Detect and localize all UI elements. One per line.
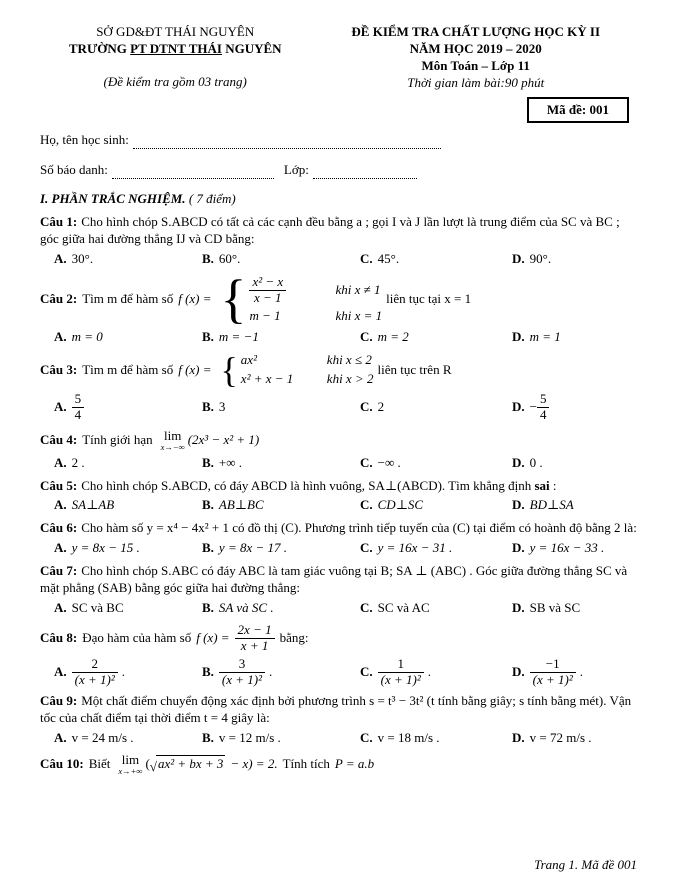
question-label: Câu 5:: [40, 477, 78, 493]
option-c: C. m = 2: [360, 328, 409, 344]
function-notation: f (x) =: [178, 291, 212, 307]
branch-value: m − 1: [249, 307, 281, 323]
page-footer: Trang 1. Mã đề 001: [534, 857, 637, 873]
section-title-main: I. PHẦN TRẮC NGHIỆM.: [40, 191, 186, 207]
fraction: $\frac{-1}{\text{(x + 1)²}}$: [530, 657, 576, 688]
question-2: [40, 268, 641, 346]
option-d: D. m = 1: [512, 328, 561, 344]
department-name: SỞ GD&ĐT THÁI NGUYÊN: [96, 24, 255, 39]
question-10-body: [40, 753, 641, 776]
product-expression: P = a.b: [334, 755, 375, 771]
minus-sign: −: [529, 399, 537, 415]
header-right: [310, 24, 641, 123]
question-7-options: [40, 600, 641, 617]
dotted-line: [133, 135, 441, 149]
limit-notation: lim x→−∞: [160, 428, 185, 453]
option-b: B. y = 8x − 17 .: [202, 540, 288, 556]
option-d: D. BD⊥SA: [512, 497, 574, 513]
question-label: Câu 3:: [40, 361, 78, 377]
option-c: C. y = 16x − 31 .: [360, 540, 453, 556]
option-c: C. −∞ .: [360, 454, 401, 470]
question-text: Cho hình chóp S.ABC có đáy ABC là tam giác vuông tại B; SA ⊥ (ABC) . Góc giữa đường thẳng SC và mặt phẳng (SAB) bằng góc giữa hai đường thẳng:: [40, 563, 628, 595]
exam-pages-note: (Đề kiểm tra gồm 03 trang): [103, 73, 247, 89]
condition: khi x = 1: [335, 307, 383, 323]
question-text: Tìm m để hàm số: [82, 361, 174, 377]
limit-expression: (2x³ − x² + 1): [187, 431, 260, 447]
question-6-options: [40, 540, 641, 557]
question-label: Câu 2:: [40, 291, 78, 307]
dotted-line: [112, 165, 274, 179]
option-b: B. $\frac{3}{\text{(x + 1)²}}$ .: [202, 655, 273, 687]
question-text: Đạo hàm của hàm số: [82, 629, 192, 645]
exam-title: ĐỀ KIỂM TRA CHẤT LƯỢNG HỌC KỲ II: [351, 24, 601, 39]
question-1-body: [40, 214, 641, 248]
question-8: [40, 623, 641, 688]
question-label: Câu 4:: [40, 431, 78, 447]
option-d: D. SB và SC: [512, 599, 581, 615]
school-underlined: PT DTNT THÁI: [130, 40, 222, 56]
question-text: Tính giới hạn: [82, 431, 153, 447]
question-label: Câu 10:: [40, 755, 84, 771]
option-a: A. v = 24 m/s .: [54, 730, 134, 746]
student-name-line: [40, 132, 641, 149]
option-a: A. $\frac{5}{4}$: [54, 392, 202, 423]
option-c: C. SC và AC: [360, 599, 430, 615]
option-c: C. 45°.: [360, 250, 400, 266]
student-name-label: Họ, tên học sinh:: [40, 132, 129, 148]
fraction: $\frac{5}{4}$: [537, 392, 550, 423]
question-text-tail: bằng:: [279, 629, 309, 645]
option-b: B. 3: [202, 399, 226, 415]
exam-code-wrap: [310, 97, 641, 124]
option-d: D. − $\frac{5}{4}$: [512, 392, 641, 423]
question-label: Câu 9:: [40, 693, 78, 709]
question-6: [40, 520, 641, 557]
subject-grade: Môn Toán – Lớp 11: [421, 57, 530, 73]
question-9-options: [40, 730, 641, 747]
question-2-body: [40, 268, 641, 329]
option-a: A. y = 8x − 15 .: [54, 540, 140, 556]
open-paren: (: [145, 755, 150, 771]
class-label: Lớp:: [283, 162, 309, 178]
option-d: D. y = 16x − 33 .: [512, 540, 605, 556]
piecewise-function: [220, 268, 383, 329]
fraction: $\frac{\text{x² − x}}{x - 1}$: [249, 275, 286, 306]
option-d: D. v = 72 m/s .: [512, 730, 592, 746]
question-10: [40, 753, 641, 776]
brace-glyph: {: [220, 350, 238, 391]
question-9: [40, 693, 641, 747]
option-a: A. 2 .: [54, 454, 85, 470]
question-text: Một chất điểm chuyển động xác định bởi phương trình s = t³ − 3t² (t tính bằng giây; s tính bằng mét). Vận tốc của chất điểm tại thời điểm t = 4 giây là:: [40, 693, 632, 726]
question-label: Câu 6:: [40, 520, 78, 536]
condition: khi x ≤ 2: [326, 352, 372, 368]
student-id-line: [40, 162, 641, 179]
question-1: [40, 214, 641, 268]
function-notation: f (x) =: [178, 361, 212, 377]
radical-sign: √: [149, 759, 157, 775]
question-text-tail: :: [549, 477, 557, 493]
section-points: ( 7 điểm): [185, 191, 236, 207]
exam-code-box: Mã đề: 001: [527, 97, 629, 124]
question-4-body: [40, 429, 641, 452]
fraction: $\frac{3}{\text{(x + 1)²}}$: [219, 657, 265, 688]
question-text-tail: Tính tích: [282, 755, 330, 771]
question-3: [40, 351, 641, 423]
option-c: C. CD⊥SC: [360, 497, 424, 513]
limit-expression-tail: − x) = 2.: [230, 755, 278, 771]
fraction: $\frac{2x - 1}{x + 1}$: [235, 623, 275, 654]
question-text-tail: liên tục tại x = 1: [386, 291, 472, 307]
question-3-body: [40, 351, 641, 389]
section-title: [40, 191, 641, 208]
question-4: [40, 429, 641, 471]
option-b: B. m = −1: [202, 328, 259, 344]
question-text: Cho hình chóp S.ABCD có tất cả các cạnh đều bằng a ; gọi I và J lần lượt là trung điểm của SC và BC ; góc giữa hai đường thẳng IJ và CD bằng:: [40, 214, 620, 247]
option-b: B. +∞ .: [202, 454, 243, 470]
fraction: $\frac{2}{\text{(x + 1)²}}$: [72, 657, 118, 688]
school-prefix: TRƯỜNG: [68, 40, 131, 56]
option-d: D. 0 .: [512, 454, 543, 470]
question-text-tail: liên tục trên R: [377, 361, 452, 377]
school-year: NĂM HỌC 2019 – 2020: [409, 40, 542, 56]
question-label: Câu 7:: [40, 563, 78, 579]
branch-value: ax²: [240, 352, 257, 368]
option-b: B. v = 12 m/s .: [202, 730, 281, 746]
condition: khi x ≠ 1: [335, 281, 381, 297]
option-b: B. AB⊥BC: [202, 497, 264, 513]
question-6-body: [40, 520, 641, 537]
brace-glyph: {: [220, 268, 247, 329]
option-b: B. 60°.: [202, 250, 241, 266]
student-id-label: Số báo danh:: [40, 162, 108, 178]
option-a: A. SA⊥AB: [54, 497, 115, 513]
school-suffix: NGUYÊN: [221, 40, 282, 56]
question-9-body: [40, 693, 641, 727]
option-d: D. 90°.: [512, 250, 552, 266]
header-left: [40, 24, 310, 123]
piecewise-function: [221, 351, 374, 389]
option-a: A. m = 0: [54, 328, 103, 344]
option-a: A. $\frac{2}{\text{(x + 1)²}}$ .: [54, 655, 125, 687]
condition: khi x > 2: [326, 371, 374, 387]
question-3-options: [40, 392, 641, 423]
option-b: B. SA và SC .: [202, 599, 274, 615]
square-root: √ ax² + bx + 3: [149, 756, 224, 775]
question-5-options: [40, 497, 641, 514]
question-1-options: [40, 251, 641, 268]
question-text: Tìm m để hàm số: [82, 291, 174, 307]
header: [40, 24, 641, 123]
question-4-options: [40, 455, 641, 472]
option-c: C. $\frac{1}{\text{(x + 1)²}}$ .: [360, 655, 431, 687]
question-5-body: [40, 478, 641, 495]
option-d: D. $\frac{-1}{\text{(x + 1)²}}$ .: [512, 655, 583, 687]
question-7-body: [40, 563, 641, 597]
emphasized-word: sai: [534, 477, 550, 493]
branch-value: x² + x − 1: [240, 371, 294, 387]
question-2-options: [40, 329, 641, 346]
fraction: $\frac{5}{4}$: [72, 392, 85, 423]
question-8-options: [40, 657, 641, 688]
function-notation: f (x) =: [196, 629, 230, 645]
question-text: Cho hình chóp S.ABCD, có đáy ABCD là hình vuông, SA⊥(ABCD). Tìm khẳng định: [81, 477, 535, 493]
dotted-line: [313, 165, 417, 179]
question-label: Câu 8:: [40, 629, 78, 645]
option-c: C. v = 18 m/s .: [360, 730, 440, 746]
question-5: [40, 478, 641, 515]
option-c: C. 2: [360, 399, 385, 415]
duration: Thời gian làm bài:90 phút: [407, 74, 545, 90]
question-8-body: [40, 623, 641, 654]
limit-notation: lim x→+∞: [118, 752, 143, 777]
school-name: [40, 41, 310, 58]
option-a: A. 30°.: [54, 250, 94, 266]
fraction: $\frac{1}{\text{(x + 1)²}}$: [378, 657, 424, 688]
question-text: Cho hàm số y = x⁴ − 4x² + 1 có đồ thị (C). Phương trình tiếp tuyến của (C) tại điểm có hoành độ bằng 2 là:: [81, 520, 637, 536]
option-a: A. SC và BC: [54, 599, 124, 615]
question-text: Biết: [88, 755, 111, 771]
question-7: [40, 563, 641, 617]
question-label: Câu 1:: [40, 214, 78, 230]
